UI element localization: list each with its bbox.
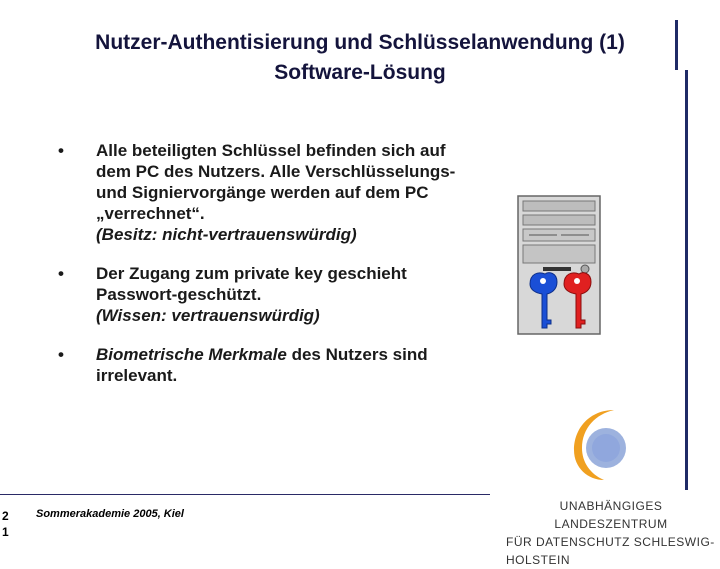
blue-key-icon — [530, 273, 557, 328]
bullet-text: Der Zugang zum private key geschieht Passwort-geschützt. — [96, 264, 407, 304]
decorative-vertical-line-right — [685, 70, 688, 490]
bullet-dot: • — [58, 345, 64, 364]
slide-title — [40, 28, 680, 88]
bullet-note: (Besitz: nicht-vertrauenswürdig) — [96, 225, 357, 244]
bullet-text-italic: Biometrische Merkmale — [96, 345, 287, 364]
bullet-dot: • — [58, 141, 64, 160]
org-line-2: FÜR DATENSCHUTZ SCHLESWIG-HOLSTEIN — [506, 535, 715, 567]
page-number — [2, 508, 9, 540]
title-line-1: Nutzer-Authentisierung und Schlüsselanwendung (1) — [95, 31, 625, 54]
keys-group — [527, 270, 595, 332]
title-line-2: Software-Lösung — [274, 61, 446, 84]
red-key-icon — [564, 273, 591, 328]
organization-name — [506, 497, 716, 569]
footer-event: Sommerakademie 2005, Kiel — [36, 508, 184, 520]
bullet-list — [56, 140, 456, 404]
bullet-text: Alle beteiligten Schlüssel befinden sich auf dem PC des Nutzers. Alle Verschlüsselungs- und Signiervorgänge werden auf dem PC „verrechnet“. — [96, 141, 456, 223]
uld-logo-icon — [570, 406, 636, 484]
bullet-text: des Nutzers sind irrelevant. — [96, 345, 428, 385]
org-line-1: UNABHÄNGIGES LANDESZENTRUM — [554, 499, 668, 531]
page-number-line-2: 1 — [2, 525, 9, 539]
footer-divider — [0, 494, 490, 495]
bullet-item-1 — [56, 140, 456, 245]
bullet-item-2 — [56, 263, 456, 326]
bullet-item-3 — [56, 344, 456, 386]
bullet-dot: • — [58, 264, 64, 283]
bullet-note: (Wissen: vertrauenswürdig) — [96, 306, 320, 325]
page-number-line-1: 2 — [2, 509, 9, 523]
